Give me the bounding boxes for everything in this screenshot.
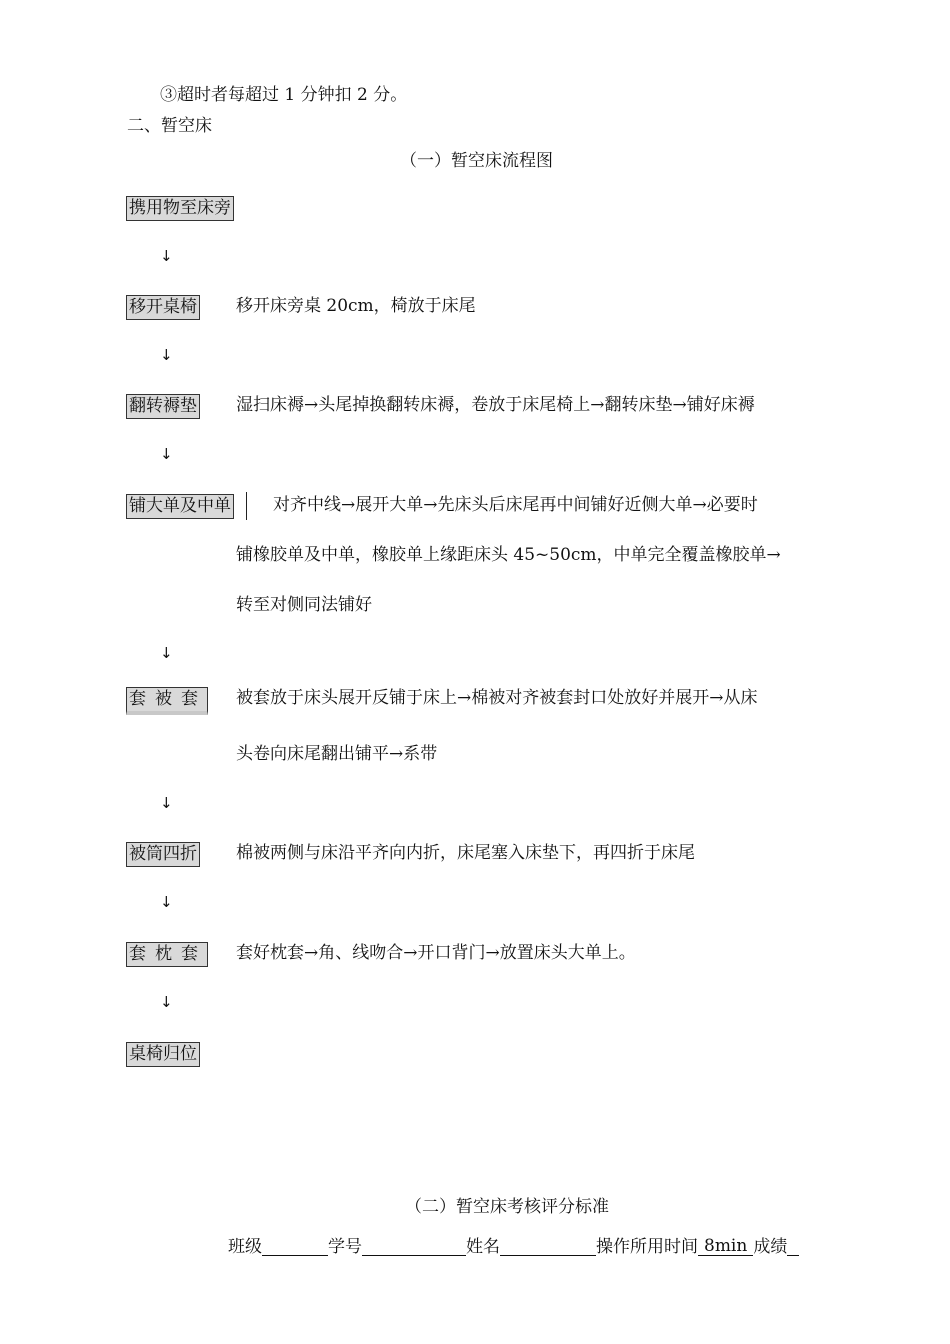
- flow-arrow-icon: ↓: [160, 346, 173, 364]
- flow-step-sheets: 铺大单及中单: [126, 494, 234, 519]
- flow-arrow-icon: ↓: [160, 247, 173, 265]
- flow-arrow-icon: ↓: [160, 993, 173, 1011]
- section-heading: 二、暂空床: [127, 116, 212, 136]
- flow-step-duvet-cover-desc-line1: 被套放于床头展开反铺于床上→棉被对齐被套封口处放好并展开→从床: [236, 688, 758, 708]
- flow-arrow-icon: ↓: [160, 445, 173, 463]
- flow-step-prepare: 携用物至床旁: [126, 196, 234, 221]
- name-blank: [500, 1238, 596, 1256]
- class-label: 班级: [228, 1237, 262, 1257]
- flow-arrow-icon: ↓: [160, 644, 173, 662]
- flow-step-flip-mattress: 翻转褥垫: [126, 394, 200, 419]
- flow-title: （一）暂空床流程图: [400, 151, 553, 171]
- flow-step-flip-mattress-desc: 湿扫床褥→头尾掉换翻转床褥，卷放于床尾椅上→翻转床垫→铺好床褥: [236, 395, 755, 415]
- time-label: 操作所用时间: [596, 1237, 698, 1257]
- flow-step-duvet-cover: 套被套: [126, 687, 208, 715]
- student-id-label: 学号: [328, 1237, 362, 1257]
- scoring-title: （二）暂空床考核评分标准: [405, 1197, 609, 1217]
- text-cursor-mark: [246, 492, 247, 520]
- timeout-note: ③超时者每超过 1 分钟扣 2 分。: [160, 85, 408, 105]
- flow-step-fold-quilt: 被筒四折: [126, 842, 200, 867]
- score-label: 成绩: [753, 1237, 788, 1257]
- flow-step-duvet-cover-desc-line2: 头卷向床尾翻出铺平→系带: [236, 744, 438, 764]
- flow-step-sheets-desc-line3: 转至对侧同法铺好: [236, 595, 372, 615]
- flow-step-pillowcase-desc: 套好枕套→角、线吻合→开口背门→放置床头大单上。: [236, 943, 636, 963]
- flow-arrow-icon: ↓: [160, 893, 173, 911]
- student-id-blank: [362, 1238, 466, 1256]
- flow-step-move-table-desc: 移开床旁桌 20cm，椅放于床尾: [236, 296, 476, 316]
- flow-step-fold-quilt-desc: 棉被两侧与床沿平齐向内折，床尾塞入床垫下，再四折于床尾: [236, 843, 695, 863]
- time-value: 8min: [698, 1238, 753, 1256]
- flow-step-move-table: 移开桌椅: [126, 295, 200, 320]
- flow-step-sheets-desc-line1: 对齐中线→展开大单→先床头后床尾再中间铺好近侧大单→必要时: [273, 495, 758, 515]
- score-blank: [787, 1238, 799, 1256]
- flow-arrow-icon: ↓: [160, 794, 173, 812]
- class-blank: [262, 1238, 328, 1256]
- student-info-row: [228, 1238, 799, 1256]
- flow-step-sheets-desc-line2: 铺橡胶单及中单，橡胶单上缘距床头 45~50cm，中单完全覆盖橡胶单→: [236, 545, 781, 565]
- name-label: 姓名: [466, 1237, 500, 1257]
- flow-step-pillowcase: 套枕套: [126, 942, 208, 967]
- flow-step-restore-furniture: 桌椅归位: [126, 1042, 200, 1067]
